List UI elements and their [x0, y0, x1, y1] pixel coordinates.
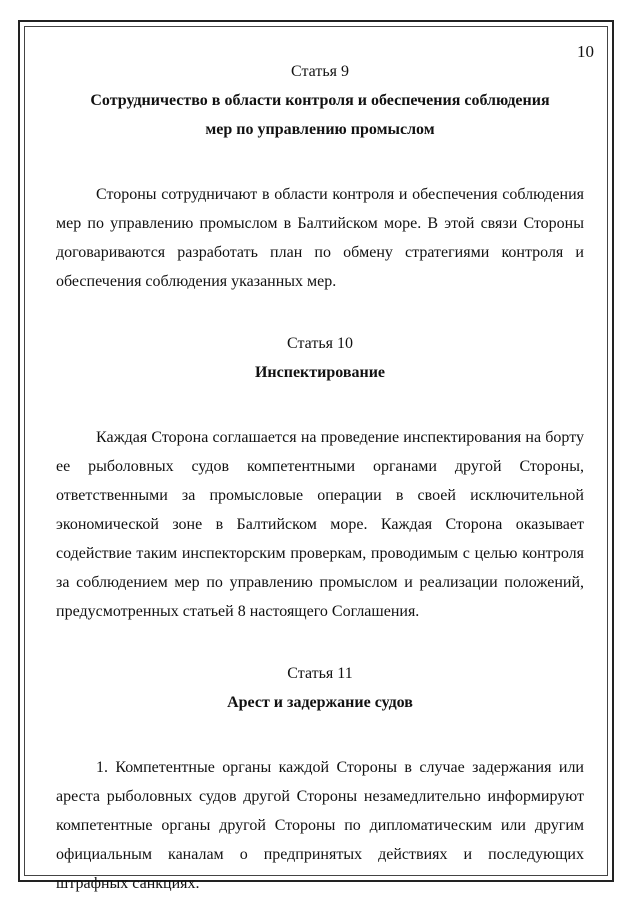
article-9-title: [56, 86, 584, 144]
page-number: 10: [577, 42, 594, 61]
article-9: [56, 60, 584, 296]
article-9-title-line-1: Сотрудничество в области контроля и обеспечения соблюдения: [90, 92, 550, 109]
article-11-number: Статья 11: [287, 665, 353, 682]
article-9-number: Статья 9: [291, 63, 349, 80]
article-10-text: Каждая Сторона соглашается на проведение инспектирования на борту ее рыболовных судов компетентными органами другой Стороны, ответственными за промысловые операции в своей исключительной экономической зоне в Балтийском море. Каждая Сторона оказывает содействие таким инспекторским проверкам, проводимым с целью контроля за соблюдением мер по управлению промыслом и реализации положений, предусмотренных статьей 8 настоящего Соглашения.: [56, 429, 584, 620]
article-9-title-line-2: мер по управлению промыслом: [205, 121, 435, 138]
article-10: [56, 332, 584, 626]
document-body: [56, 60, 584, 898]
article-11-title: Арест и задержание судов: [227, 694, 413, 711]
article-10-number: Статья 10: [287, 335, 353, 352]
article-10-title: Инспектирование: [254, 364, 386, 381]
article-11-text: 1. Компетентные органы каждой Стороны в случае задержания или ареста рыболовных судов другой Стороны незамедлительно информируют компетентные органы другой Стороны по дипломатическим или другим официальным каналам о предпринятых действиях и последующих штрафных санкциях.: [56, 759, 584, 892]
article-11: [56, 662, 584, 898]
article-9-text: Стороны сотрудничают в области контроля и обеспечения соблюдения мер по управлению промыслом в Балтийском море. В этой связи Стороны договариваются разработать план по обмену стратегиями контроля и обеспечения соблюдения указанных мер.: [56, 186, 584, 290]
